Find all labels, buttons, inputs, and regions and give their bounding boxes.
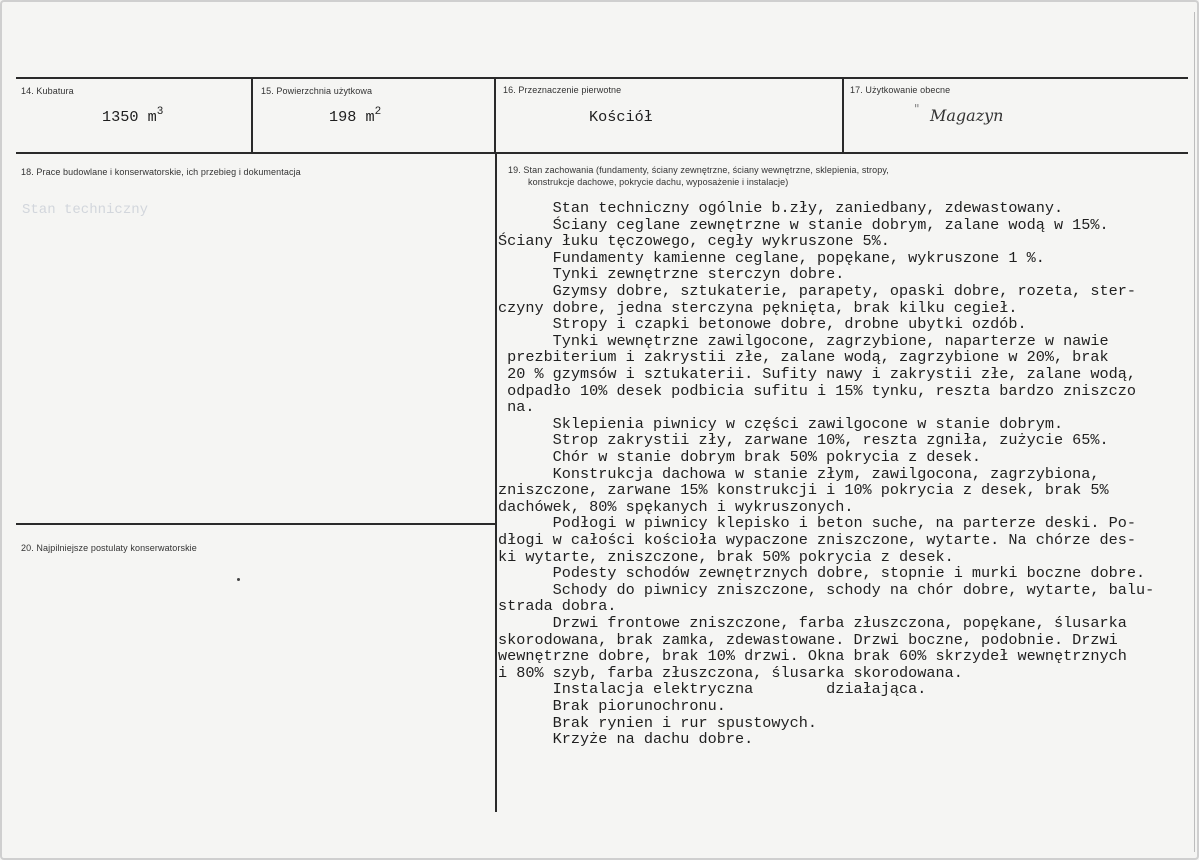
condition-line: i 80% szyb, farba złuszczona, ślusarka skorodowana. (498, 663, 963, 682)
condition-line: odpadło 10% desek podbicia sufitu i 15% tynku, reszta bardzo zniszczo (498, 381, 1136, 400)
left-section-rule (16, 523, 496, 525)
area-value: 198 m (329, 108, 375, 126)
condition-line: Chór w stanie dobrym brak 50% pokrycia z desek. (498, 448, 982, 466)
field-20-label: 20. Najpilniejsze postulaty konserwatorskie (21, 543, 197, 553)
volume-unit-superscript: 3 (156, 106, 164, 118)
right-edge-mark (1194, 12, 1195, 852)
condition-line: Ściany ceglane zewnętrzne w stanie dobrym, zalane wodą w 15%. (498, 215, 1109, 234)
condition-line: Drzwi frontowe zniszczone, farba złuszczona, popękane, ślusarka (498, 614, 1127, 632)
condition-line: Ściany łuku tęczowego, cegły wykruszone 5%. (498, 232, 890, 251)
condition-line: Strop zakrystii zły, zarwane 10%, reszta zgniła, zużycie 65%. (498, 431, 1109, 450)
condition-line: Fundamenty kamienne ceglane, popękane, wykruszone 1 %. (498, 248, 1045, 267)
field-17-value: Magazyn (930, 106, 1004, 125)
row1-divider-1 (251, 77, 253, 154)
condition-line: dachówek, 80% spękanych i wykruszonych. (498, 497, 854, 516)
condition-line: Sklepienia piwnicy w części zawilgocone w stanie dobrym. (498, 414, 1064, 433)
field-15-value (329, 108, 381, 126)
field-17-mark: " (914, 102, 920, 116)
condition-line: 20 % gzymsów i sztukaterii. Sufity nawy i zakrystii złe, zalane wodą, (498, 365, 1136, 383)
row1-divider-3 (842, 77, 844, 154)
condition-line: dłogi w całości kościoła wypaczone zniszczone, wytarte. Na chórze des- (498, 531, 1136, 549)
stray-mark (237, 578, 240, 581)
condition-line: Tynki zewnętrzne sterczyn dobre. (498, 265, 845, 284)
condition-line: Instalacja elektryczna działająca. (498, 680, 927, 699)
area-unit-superscript: 2 (374, 106, 382, 118)
field-18-faded-text: Stan techniczny (22, 202, 149, 218)
condition-line: Stan techniczny ogólnie b.zły, zaniedbany, zdewastowany. (498, 199, 1064, 217)
condition-line: wewnętrzne dobre, brak 10% drzwi. Okna brak 60% skrzydeł wewnętrznych (498, 647, 1127, 666)
field-17-label: 17. Użytkowanie obecne (850, 85, 951, 95)
condition-line: Brak piorunochronu. (498, 697, 726, 715)
row1-bottom-rule (16, 152, 1188, 154)
condition-line: Konstrukcja dachowa w stanie złym, zawilgocona, zagrzybiona, (498, 464, 1100, 483)
field-14-value (102, 108, 163, 126)
top-rule (16, 77, 1188, 79)
condition-line: ki wytarte, zniszczone, brak 50% pokrycia z desek. (498, 547, 954, 566)
condition-line: skorodowana, brak zamka, zdewastowane. Drzwi boczne, podobnie. Drzwi (498, 630, 1118, 649)
condition-line: Tynki wewnętrzne zawilgocone, zagrzybione, naparterze w nawie (498, 331, 1109, 350)
main-column-divider (495, 152, 497, 812)
field-14-label: 14. Kubatura (21, 86, 74, 96)
condition-line: Gzymsy dobre, sztukaterie, parapety, opaski dobre, rozeta, ster- (498, 282, 1136, 300)
field-19-label-line1: 19. Stan zachowania (fundamenty, ściany zewnętrzne, ściany wewnętrzne, sklepienia, stropy, (508, 165, 889, 175)
field-18-label: 18. Prace budowlane i konserwatorskie, ich przebieg i dokumentacja (21, 167, 301, 177)
field-16-label: 16. Przeznaczenie pierwotne (503, 85, 622, 95)
condition-line: Podesty schodów zewnętrznych dobre, stopnie i murki boczne dobre. (498, 564, 1146, 583)
condition-line: Schody do piwnicy zniszczone, schody na chór dobre, wytarte, balu- (498, 580, 1155, 599)
condition-line: Krzyże na dachu dobre. (498, 730, 754, 749)
condition-line: czyny dobre, jedna sterczyna pęknięta, brak kilku cegieł. (498, 298, 1018, 317)
condition-line: zniszczone, zarwane 15% konstrukcji i 10% pokrycia z desek, brak 5% (498, 481, 1109, 500)
condition-line: strada dobra. (498, 597, 617, 616)
field-16-value: Kościół (589, 108, 653, 126)
condition-line: Brak rynien i rur spustowych. (498, 713, 817, 732)
condition-line: Podłogi w piwnicy klepisko i beton suche, na parterze deski. Po- (498, 514, 1136, 533)
field-19-label-line2: konstrukcje dachowe, pokrycie dachu, wyposażenie i instalacje) (528, 177, 789, 187)
row1-divider-2 (494, 77, 496, 154)
field-15-label: 15. Powierzchnia użytkowa (261, 86, 373, 96)
condition-line: prezbiterium i zakrystii złe, zalane wodą, zagrzybione w 20%, brak (498, 348, 1109, 367)
condition-line: Stropy i czapki betonowe dobre, drobne ubytki ozdób. (498, 315, 1027, 334)
condition-line: na. (498, 398, 535, 417)
volume-value: 1350 m (102, 108, 157, 126)
